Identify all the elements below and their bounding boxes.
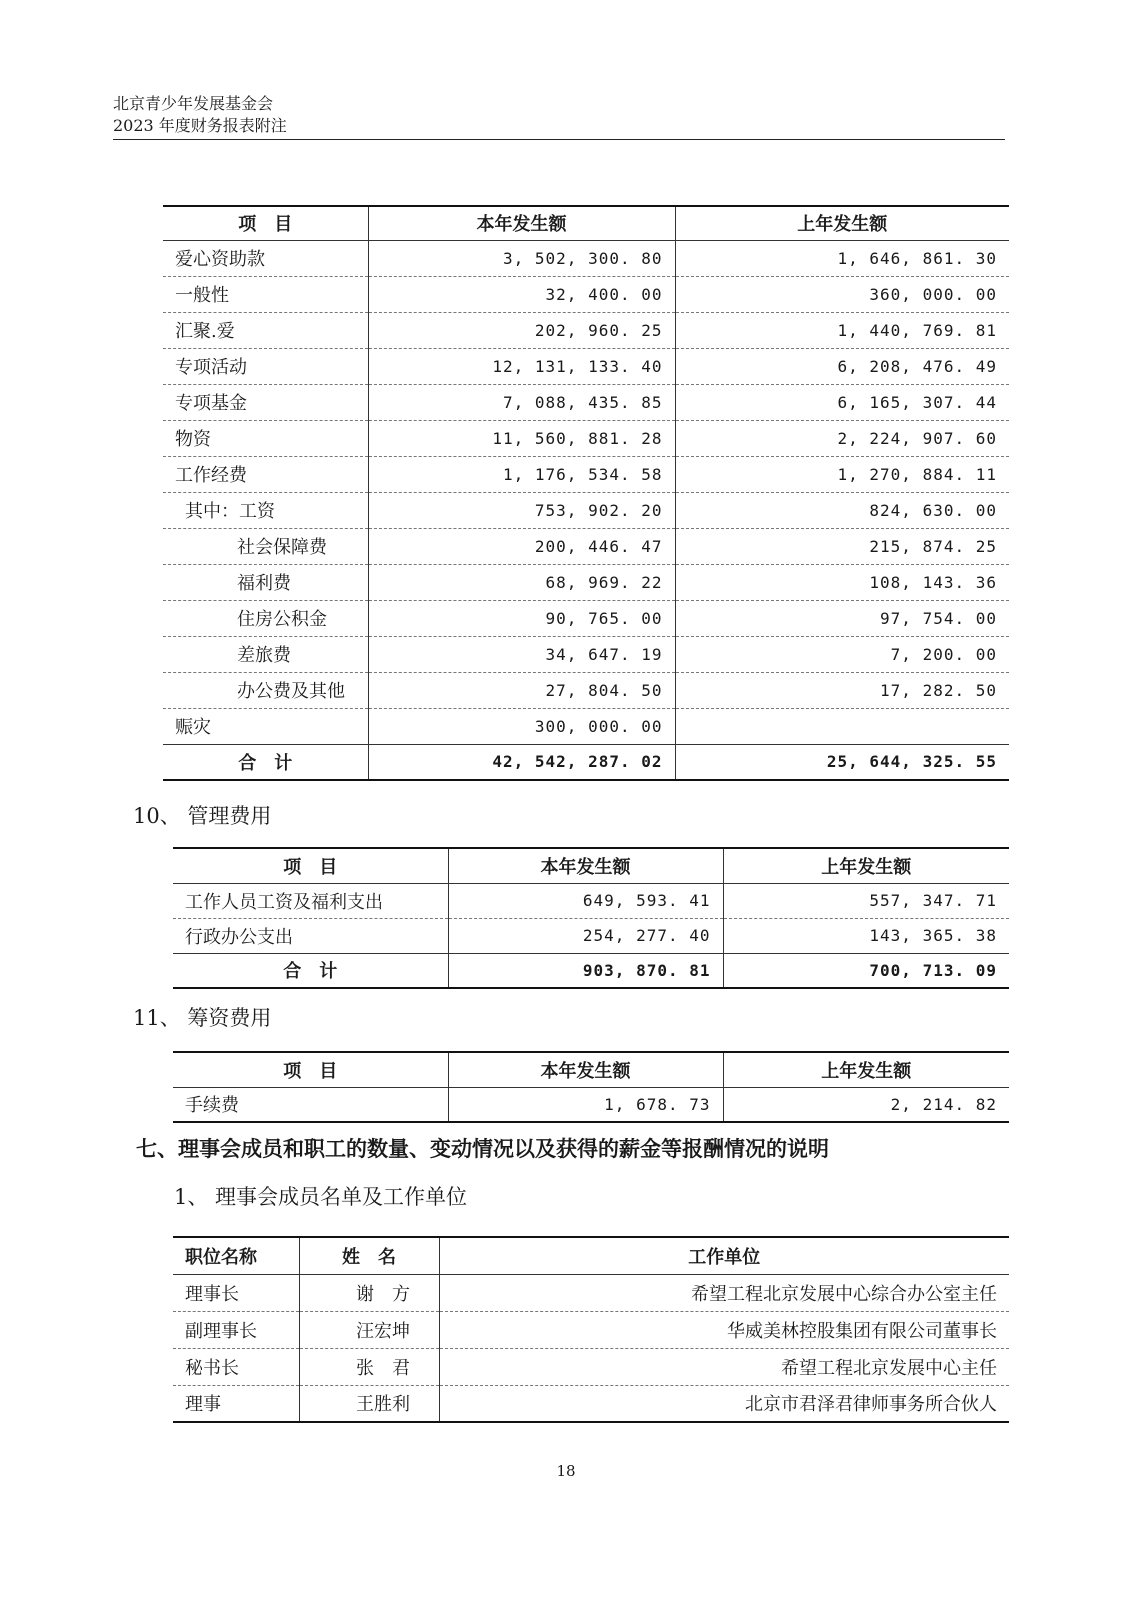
row-label: 社会保障费 [237, 537, 327, 558]
row-previous: 17, 282. 50 [675, 672, 1009, 708]
row-previous: 6, 208, 476. 49 [675, 348, 1009, 384]
table-row [173, 1348, 1009, 1385]
row-label: 福利费 [237, 573, 291, 594]
row-current: 1, 678. 73 [448, 1087, 723, 1122]
row-unit: 华威美林控股集团有限公司董事长 [439, 1311, 1009, 1348]
table-row [173, 918, 1009, 953]
table-row [163, 276, 1009, 312]
col-current: 本年发生额 [448, 1052, 723, 1087]
management-expense-table [173, 847, 1009, 989]
row-previous: 1, 646, 861. 30 [675, 240, 1009, 276]
row-name: 汪宏坤 [299, 1311, 439, 1348]
total-current: 903, 870. 81 [448, 953, 723, 988]
row-previous [675, 708, 1009, 744]
row-position: 秘书长 [185, 1357, 239, 1379]
row-previous: 2, 224, 907. 60 [675, 420, 1009, 456]
row-current: 202, 960. 25 [368, 312, 675, 348]
col-unit: 工作单位 [439, 1237, 1009, 1274]
table-row [173, 1087, 1009, 1122]
row-current: 7, 088, 435. 85 [368, 384, 675, 420]
total-row [163, 744, 1009, 780]
row-name: 张 君 [299, 1348, 439, 1385]
table-row [173, 1274, 1009, 1311]
row-current: 200, 446. 47 [368, 528, 675, 564]
row-unit: 北京市君泽君律师事务所合伙人 [439, 1385, 1009, 1422]
row-label: 工作人员工资及福利支出 [185, 891, 383, 913]
total-previous: 25, 644, 325. 55 [675, 744, 1009, 780]
table-header-row [173, 848, 1009, 883]
table-row [163, 456, 1009, 492]
row-position: 理事 [185, 1394, 221, 1416]
page-header [113, 93, 287, 137]
col-item: 项 目 [283, 856, 338, 878]
row-previous: 360, 000. 00 [675, 276, 1009, 312]
table-row [163, 312, 1009, 348]
row-current: 34, 647. 19 [368, 636, 675, 672]
header-org: 北京青少年发展基金会 [113, 94, 274, 113]
col-name: 姓 名 [299, 1237, 439, 1274]
table-row [163, 348, 1009, 384]
row-unit: 希望工程北京发展中心综合办公室主任 [439, 1274, 1009, 1311]
row-label: 手续费 [185, 1095, 239, 1117]
page-number: 18 [556, 1462, 576, 1480]
col-item: 项 目 [283, 1060, 338, 1082]
row-previous: 824, 630. 00 [675, 492, 1009, 528]
row-current: 11, 560, 881. 28 [368, 420, 675, 456]
col-previous: 上年发生额 [723, 848, 1009, 883]
col-previous: 上年发生额 [675, 206, 1009, 240]
row-name: 谢 方 [299, 1274, 439, 1311]
row-label: 一般性 [175, 285, 229, 306]
row-current: 68, 969. 22 [368, 564, 675, 600]
row-label: 爱心资助款 [175, 249, 265, 270]
table-header-row [173, 1052, 1009, 1087]
table-row [163, 528, 1009, 564]
table-row [163, 564, 1009, 600]
table-row [173, 1385, 1009, 1422]
table-row [173, 883, 1009, 918]
header-rule [113, 139, 1005, 140]
row-label: 物资 [175, 429, 211, 450]
row-previous: 1, 440, 769. 81 [675, 312, 1009, 348]
row-previous: 557, 347. 71 [723, 883, 1009, 918]
activity-expense-table [163, 205, 1009, 781]
row-previous: 1, 270, 884. 11 [675, 456, 1009, 492]
table-row [163, 240, 1009, 276]
row-label: 工作经费 [175, 465, 247, 486]
row-previous: 7, 200. 00 [675, 636, 1009, 672]
row-label: 汇聚.爱 [175, 321, 235, 342]
col-current: 本年发生额 [448, 848, 723, 883]
table-header-row [163, 206, 1009, 240]
table-row [163, 636, 1009, 672]
row-current: 649, 593. 41 [448, 883, 723, 918]
row-previous: 215, 874. 25 [675, 528, 1009, 564]
row-name: 王胜利 [299, 1385, 439, 1422]
row-label: 赈灾 [175, 717, 211, 738]
total-previous: 700, 713. 09 [723, 953, 1009, 988]
row-current: 753, 902. 20 [368, 492, 675, 528]
row-position: 理事长 [185, 1283, 239, 1305]
total-current: 42, 542, 287. 02 [368, 744, 675, 780]
total-label: 合 计 [283, 961, 338, 983]
row-label: 其中：工资 [185, 501, 275, 522]
col-position: 职位名称 [185, 1246, 257, 1268]
table-row [163, 384, 1009, 420]
row-label: 住房公积金 [237, 609, 327, 630]
col-previous: 上年发生额 [723, 1052, 1009, 1087]
row-unit: 希望工程北京发展中心主任 [439, 1348, 1009, 1385]
section-10-title: 10、 管理费用 [133, 804, 272, 828]
section-11-title: 11、 筹资费用 [133, 1006, 272, 1030]
row-previous: 97, 754. 00 [675, 600, 1009, 636]
row-current: 32, 400. 00 [368, 276, 675, 312]
row-label: 专项活动 [175, 357, 247, 378]
table-row [163, 492, 1009, 528]
row-label: 差旅费 [237, 645, 291, 666]
row-current: 300, 000. 00 [368, 708, 675, 744]
board-members-table [173, 1236, 1009, 1423]
row-current: 3, 502, 300. 80 [368, 240, 675, 276]
row-label: 办公费及其他 [237, 681, 345, 702]
header-doc-title: 2023 年度财务报表附注 [113, 116, 287, 135]
row-current: 27, 804. 50 [368, 672, 675, 708]
row-previous: 2, 214. 82 [723, 1087, 1009, 1122]
financing-expense-table [173, 1051, 1009, 1123]
total-label: 合 计 [238, 752, 293, 774]
row-label: 专项基金 [175, 393, 247, 414]
total-row [173, 953, 1009, 988]
row-current: 12, 131, 133. 40 [368, 348, 675, 384]
table-row [163, 708, 1009, 744]
section-7-title: 七、理事会成员和职工的数量、变动情况以及获得的薪金等报酬情况的说明 [136, 1136, 829, 1161]
col-item: 项 目 [238, 214, 293, 236]
row-current: 254, 277. 40 [448, 918, 723, 953]
row-previous: 6, 165, 307. 44 [675, 384, 1009, 420]
row-position: 副理事长 [185, 1320, 257, 1342]
row-label: 行政办公支出 [185, 926, 293, 948]
section-7-subtitle: 1、 理事会成员名单及工作单位 [174, 1185, 468, 1209]
table-row [163, 420, 1009, 456]
table-row [163, 672, 1009, 708]
table-row [173, 1311, 1009, 1348]
row-previous: 108, 143. 36 [675, 564, 1009, 600]
col-current: 本年发生额 [368, 206, 675, 240]
row-current: 90, 765. 00 [368, 600, 675, 636]
row-previous: 143, 365. 38 [723, 918, 1009, 953]
row-current: 1, 176, 534. 58 [368, 456, 675, 492]
table-row [163, 600, 1009, 636]
table-header-row [173, 1237, 1009, 1274]
